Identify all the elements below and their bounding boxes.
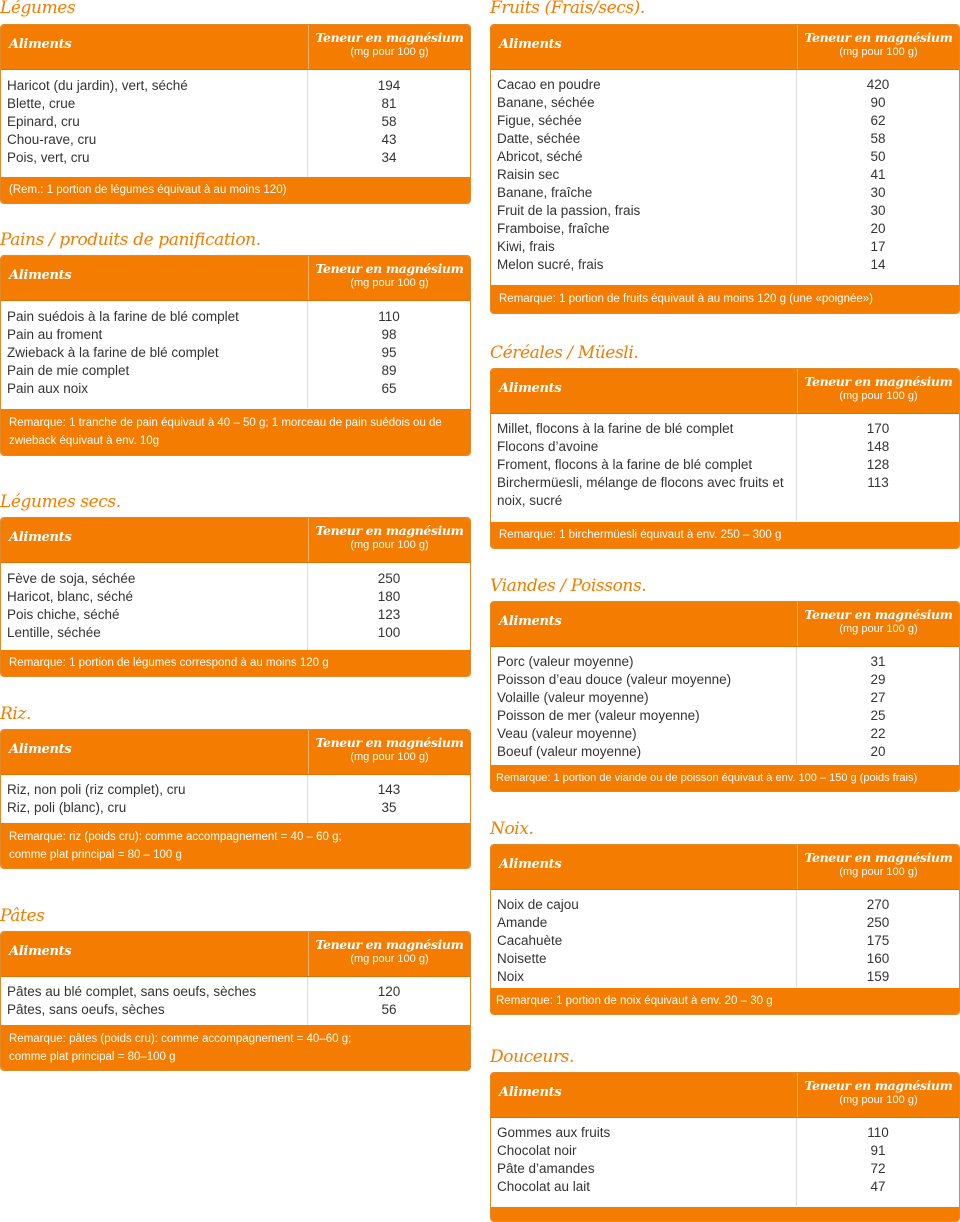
food-name: Flocons d’avoine — [497, 439, 599, 454]
table-row — [1, 77, 470, 95]
magnesium-value: 113 — [867, 475, 889, 490]
header-value-unit: (mg pour 100 g) — [839, 866, 918, 878]
table-row — [1, 606, 470, 624]
section-title: Céréales / Müesli. — [490, 343, 639, 363]
table-note: Remarque: 1 portion de légumes correspond à au moins 120 g — [1, 650, 470, 676]
table-body — [491, 414, 959, 521]
magnesium-value: 100 — [377, 625, 401, 640]
food-name: Cacahuète — [497, 933, 563, 948]
table-row — [1, 624, 470, 642]
header-value — [308, 25, 470, 69]
header-value-title: Teneur en magnésium — [804, 374, 953, 389]
header-value — [797, 25, 959, 69]
note-line: Remarque: riz (poids cru): comme accompagnement = 40 – 60 g; — [9, 831, 342, 843]
section-title: Douceurs. — [490, 1047, 574, 1067]
table-row — [1, 326, 470, 344]
food-name: Epinard, cru — [7, 114, 80, 129]
header-value — [797, 845, 959, 889]
magnesium-value: 25 — [870, 708, 886, 723]
food-name: Datte, séchée — [497, 131, 581, 146]
food-name: Banane, séchée — [497, 95, 595, 110]
table-row — [1, 1001, 470, 1019]
nutrient-table — [490, 601, 960, 792]
magnesium-value: 65 — [381, 381, 397, 396]
section-riz — [0, 704, 471, 868]
magnesium-value: 27 — [870, 690, 886, 705]
magnesium-value: 120 — [377, 984, 401, 999]
food-name: Pain au froment — [7, 327, 103, 342]
magnesium-value: 22 — [870, 726, 886, 741]
table-row — [1, 149, 470, 167]
header-value-title: Teneur en magnésium — [315, 30, 464, 45]
food-name: Lentille, séchée — [7, 625, 101, 640]
magnesium-value: 30 — [870, 203, 886, 218]
table-row — [491, 896, 959, 914]
header-name: Aliments — [499, 857, 562, 872]
header-value-title: Teneur en magnésium — [804, 607, 953, 622]
table-row — [1, 570, 470, 588]
food-name: Froment, flocons à la farine de blé complet — [497, 457, 753, 472]
nutrient-table — [0, 729, 471, 869]
table-header — [1, 518, 470, 563]
table-row — [1, 380, 470, 398]
section-title: Fruits (Frais/secs). — [490, 0, 645, 18]
nutrient-table — [490, 24, 960, 314]
table-row — [491, 112, 959, 130]
table-header — [1, 25, 470, 70]
table-note: Remarque: 1 portion de viande ou de poisson équivaut à env. 100 – 150 g (poids frais) — [491, 765, 959, 791]
table-note: Remarque: 1 portion de fruits équivaut à au moins 120 g (une «poignée») — [491, 285, 959, 313]
food-name: Boeuf (valeur moyenne) — [497, 744, 642, 759]
magnesium-value: 20 — [870, 744, 886, 759]
food-name: Figue, séchée — [497, 113, 582, 128]
section-pates — [0, 906, 471, 1070]
nutrient-table — [490, 368, 960, 549]
food-name: Noix de cajou — [497, 897, 579, 912]
magnesium-value: 41 — [870, 167, 886, 182]
section-douceurs — [490, 1047, 960, 1221]
food-name: Melon sucré, frais — [497, 257, 604, 272]
table-row — [1, 131, 470, 149]
nutrient-table — [0, 24, 471, 204]
section-title: Riz. — [0, 704, 31, 724]
table-row — [1, 113, 470, 131]
header-value-title: Teneur en magnésium — [804, 850, 953, 865]
magnesium-value: 270 — [866, 897, 890, 912]
table-row — [491, 689, 959, 707]
food-name: Millet, flocons à la farine de blé complet — [497, 421, 734, 436]
table-row — [491, 202, 959, 220]
table-row — [1, 344, 470, 362]
magnesium-value: 43 — [381, 132, 397, 147]
table-row — [491, 950, 959, 968]
magnesium-value: 29 — [870, 672, 886, 687]
food-name: Pain aux noix — [7, 381, 89, 396]
table-row — [491, 94, 959, 112]
table-header — [491, 845, 959, 890]
table-row — [491, 932, 959, 950]
note-line: comme plat principal = 80 – 100 g — [9, 849, 182, 861]
magnesium-value: 56 — [381, 1002, 397, 1017]
table-header — [1, 730, 470, 775]
header-value-unit: (mg pour 100 g) — [839, 390, 918, 402]
table-note — [1, 1025, 470, 1070]
magnesium-value: 194 — [377, 78, 401, 93]
table-row — [491, 743, 959, 761]
magnesium-value: 91 — [870, 1143, 886, 1158]
section-fruits — [490, 0, 960, 313]
note-line: comme plat principal = 80–100 g — [9, 1051, 176, 1063]
table-row — [491, 653, 959, 671]
magnesium-value: 250 — [377, 571, 401, 586]
section-title: Noix. — [490, 819, 534, 839]
magnesium-value: 90 — [870, 95, 886, 110]
food-name: Veau (valeur moyenne) — [497, 726, 637, 741]
food-name: Volaille (valeur moyenne) — [497, 690, 649, 705]
table-body — [1, 977, 470, 1025]
section-viandes — [490, 576, 960, 791]
table-footer-bar — [491, 1207, 959, 1221]
table-note — [1, 823, 470, 868]
food-name: Zwieback à la farine de blé complet — [7, 345, 219, 360]
section-pains — [0, 230, 471, 454]
magnesium-value: 72 — [870, 1161, 886, 1176]
table-body — [491, 1118, 959, 1206]
food-name: Kiwi, frais — [497, 239, 555, 254]
table-row — [491, 1160, 959, 1178]
food-name: Poisson de mer (valeur moyenne) — [497, 708, 700, 723]
food-name: Porc (valeur moyenne) — [497, 654, 634, 669]
header-value — [308, 256, 470, 300]
header-value — [797, 602, 959, 646]
nutrient-table — [490, 844, 960, 1015]
header-value — [308, 932, 470, 976]
magnesium-value: 128 — [866, 457, 890, 472]
nutrient-table — [490, 1072, 960, 1222]
table-body — [1, 301, 470, 408]
food-name: Abricot, séché — [497, 149, 583, 164]
table-body — [491, 70, 959, 284]
magnesium-value: 110 — [378, 309, 400, 324]
table-row — [491, 238, 959, 256]
magnesium-value: 143 — [377, 782, 401, 797]
section-legumes-secs — [0, 492, 471, 676]
magnesium-value: 31 — [870, 654, 886, 669]
magnesium-value: 34 — [381, 150, 397, 165]
nutrient-table — [0, 255, 471, 456]
section-cereales — [490, 343, 960, 548]
table-row — [1, 781, 470, 799]
table-header — [491, 25, 959, 70]
magnesium-value: 175 — [866, 933, 890, 948]
section-legumes — [0, 0, 471, 203]
table-header — [1, 932, 470, 977]
table-row — [491, 456, 959, 474]
magnesium-value: 47 — [870, 1179, 886, 1194]
header-value-unit: (mg pour 100 g) — [350, 277, 429, 289]
food-name: Cacao en poudre — [497, 77, 601, 92]
table-row — [1, 799, 470, 817]
header-value-unit: (mg pour 100 g) — [350, 953, 429, 965]
table-note: Remarque: 1 birchermüesli équivaut à env. 250 – 300 g — [491, 522, 959, 548]
header-name: Aliments — [499, 614, 562, 629]
header-value-unit: (mg pour 100 g) — [350, 46, 429, 58]
magnesium-value: 159 — [866, 969, 890, 984]
section-title: Pains / produits de panification. — [0, 230, 261, 250]
header-value — [797, 369, 959, 413]
magnesium-value: 110 — [867, 1125, 889, 1140]
table-row — [491, 130, 959, 148]
section-title: Légumes secs. — [0, 492, 121, 512]
food-name: Haricot (du jardin), vert, séché — [7, 78, 188, 93]
table-header — [491, 1073, 959, 1118]
table-row — [491, 725, 959, 743]
header-value-unit: (mg pour 100 g) — [839, 46, 918, 58]
header-name: Aliments — [9, 742, 72, 757]
food-name: Birchermüesli, mélange de flocons avec fruits et noix, sucré — [497, 475, 784, 508]
food-name: Noisette — [497, 951, 547, 966]
table-body — [491, 647, 959, 764]
food-name: Framboise, fraîche — [497, 221, 610, 236]
food-name: Pain de mie complet — [7, 363, 130, 378]
table-row — [491, 166, 959, 184]
header-name: Aliments — [499, 1085, 562, 1100]
food-name: Raisin sec — [497, 167, 560, 182]
magnesium-value: 148 — [866, 439, 890, 454]
magnesium-value: 35 — [381, 800, 397, 815]
food-name: Haricot, blanc, séché — [7, 589, 134, 604]
table-row — [491, 707, 959, 725]
food-name: Pois, vert, cru — [7, 150, 90, 165]
header-name: Aliments — [499, 37, 562, 52]
table-row — [491, 256, 959, 274]
table-row — [491, 76, 959, 94]
header-value-title: Teneur en magnésium — [315, 261, 464, 276]
magnesium-value: 17 — [870, 239, 886, 254]
nutrient-table — [0, 517, 471, 677]
food-name: Banane, fraîche — [497, 185, 593, 200]
table-row — [491, 968, 959, 986]
food-name: Chocolat au lait — [497, 1179, 591, 1194]
header-value — [308, 730, 470, 774]
table-row — [491, 914, 959, 932]
magnesium-value: 98 — [381, 327, 397, 342]
food-name: Pâtes, sans oeufs, sèches — [7, 1002, 165, 1017]
table-row — [1, 308, 470, 326]
header-value-title: Teneur en magnésium — [804, 1078, 953, 1093]
table-row — [1, 588, 470, 606]
header-value — [308, 518, 470, 562]
header-name: Aliments — [9, 530, 72, 545]
food-name: Fruit de la passion, frais — [497, 203, 641, 218]
table-row — [491, 438, 959, 456]
header-value-unit: (mg pour 100 g) — [350, 751, 429, 763]
magnesium-value: 62 — [870, 113, 886, 128]
magnesium-value: 180 — [377, 589, 401, 604]
magnesium-value: 170 — [866, 421, 890, 436]
table-row — [491, 474, 959, 510]
section-title: Légumes — [0, 0, 76, 18]
table-body — [1, 775, 470, 823]
header-name: Aliments — [499, 381, 562, 396]
header-value-title: Teneur en magnésium — [315, 735, 464, 750]
magnesium-value: 250 — [866, 915, 890, 930]
table-row — [491, 148, 959, 166]
header-value-unit: (mg pour 100 g) — [350, 539, 429, 551]
table-row — [491, 420, 959, 438]
table-header — [491, 369, 959, 414]
magnesium-value: 123 — [377, 607, 401, 622]
note-line: Remarque: pâtes (poids cru): comme accompagnement = 40–60 g; — [9, 1033, 352, 1045]
food-name: Riz, non poli (riz complet), cru — [7, 782, 186, 797]
food-name: Poisson d’eau douce (valeur moyenne) — [497, 672, 732, 687]
magnesium-value: 81 — [381, 96, 397, 111]
food-name: Noix — [497, 969, 525, 984]
table-body — [1, 70, 470, 177]
table-header — [491, 602, 959, 647]
header-value-title: Teneur en magnésium — [804, 30, 953, 45]
section-title: Pâtes — [0, 906, 45, 926]
section-noix — [490, 819, 960, 1014]
header-name: Aliments — [9, 944, 72, 959]
food-name: Amande — [497, 915, 548, 930]
header-value-title: Teneur en magnésium — [315, 937, 464, 952]
table-body — [491, 890, 959, 987]
table-body — [1, 563, 470, 650]
magnesium-value: 58 — [870, 131, 886, 146]
table-header — [1, 256, 470, 301]
magnesium-value: 30 — [870, 185, 886, 200]
nutrient-table — [0, 931, 471, 1071]
header-value-unit: (mg pour 100 g) — [839, 1094, 918, 1106]
table-row — [1, 983, 470, 1001]
table-row — [491, 220, 959, 238]
table-note: (Rem.: 1 portion de légumes équivaut à au moins 120) — [1, 177, 470, 203]
header-name: Aliments — [9, 268, 72, 283]
header-value — [797, 1073, 959, 1117]
food-name: Pois chiche, séché — [7, 607, 120, 622]
table-row — [491, 671, 959, 689]
magnesium-value: 20 — [870, 221, 886, 236]
table-row — [1, 95, 470, 113]
header-value-title: Teneur en magnésium — [315, 523, 464, 538]
food-name: Riz, poli (blanc), cru — [7, 800, 127, 815]
food-name: Pain suédois à la farine de blé complet — [7, 309, 239, 324]
food-name: Pâtes au blé complet, sans oeufs, sèches — [7, 984, 257, 999]
table-row — [491, 1178, 959, 1196]
food-name: Gommes aux fruits — [497, 1125, 611, 1140]
section-title: Viandes / Poissons. — [490, 576, 647, 596]
food-name: Fève de soja, séchée — [7, 571, 136, 586]
table-row — [491, 1142, 959, 1160]
table-row — [1, 362, 470, 380]
magnesium-value: 89 — [381, 363, 397, 378]
food-name: Chocolat noir — [497, 1143, 577, 1158]
table-row — [491, 1124, 959, 1142]
magnesium-value: 420 — [866, 77, 890, 92]
magnesium-value: 58 — [381, 114, 397, 129]
table-note: Remarque: 1 portion de noix équivaut à env. 20 – 30 g — [491, 988, 959, 1014]
food-name: Blette, crue — [7, 96, 76, 111]
magnesium-value: 95 — [381, 345, 397, 360]
magnesium-value: 14 — [870, 257, 886, 272]
table-note: Remarque: 1 tranche de pain équivaut à 40 – 50 g; 1 morceau de pain suédois ou de zwieback équivaut à env. 10g — [1, 409, 470, 455]
food-name: Pâte d’amandes — [497, 1161, 595, 1176]
header-name: Aliments — [9, 37, 72, 52]
table-row — [491, 184, 959, 202]
magnesium-value: 50 — [870, 149, 886, 164]
magnesium-value: 160 — [866, 951, 890, 966]
header-value-unit: (mg pour 100 g) — [839, 623, 918, 635]
food-name: Chou-rave, cru — [7, 132, 97, 147]
